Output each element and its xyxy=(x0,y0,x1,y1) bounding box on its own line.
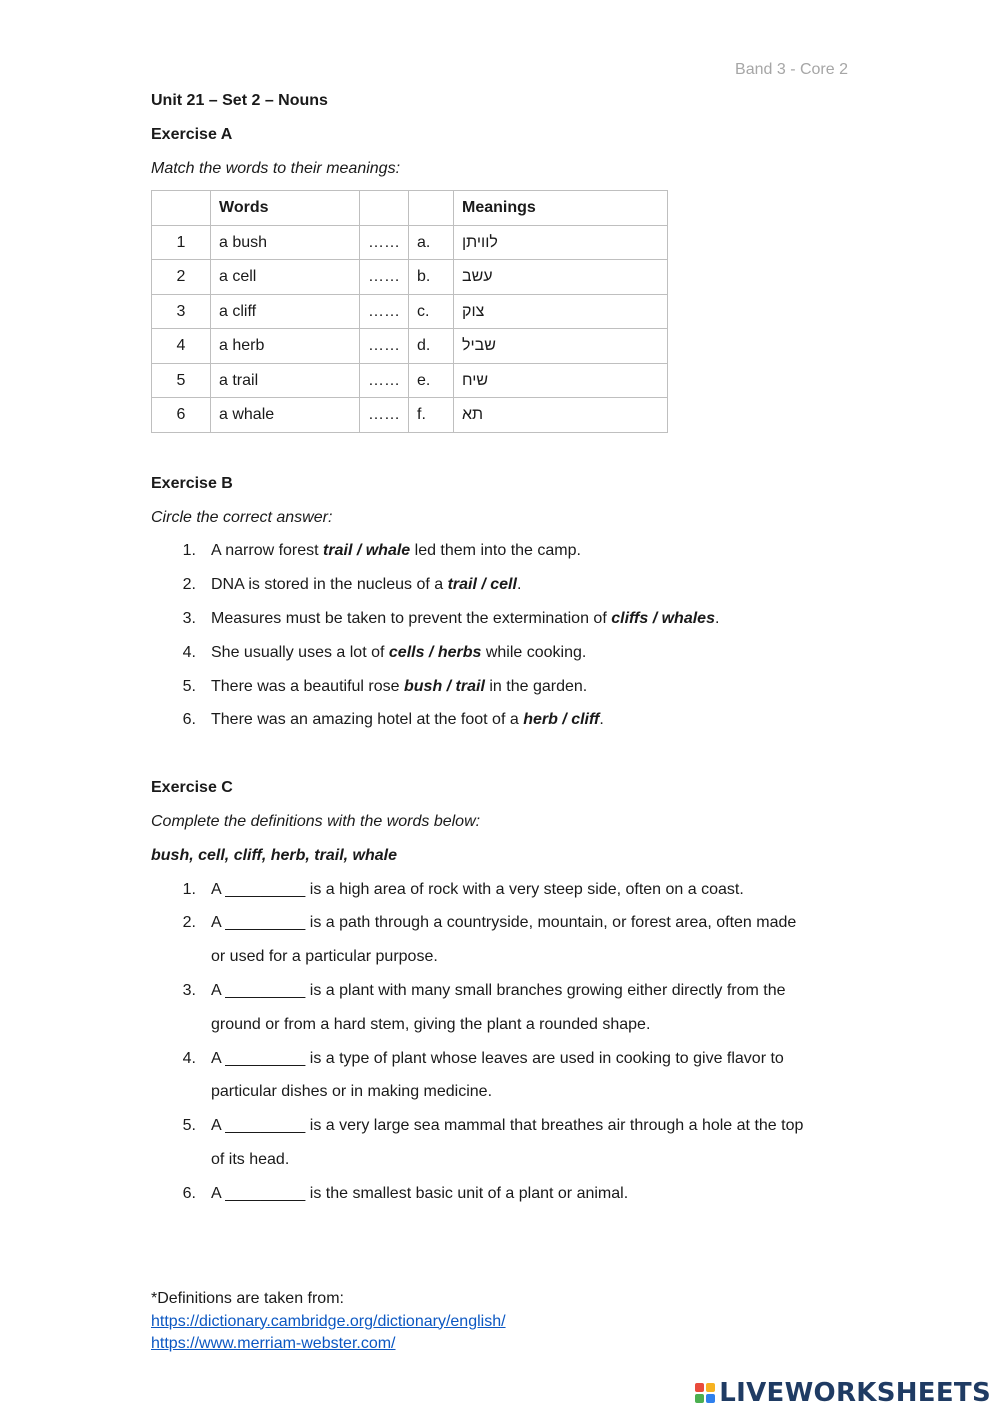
item-sentence xyxy=(211,534,841,568)
liveworksheets-logo-text: LIVEWORKSHEETS xyxy=(719,1378,991,1408)
meaning-cell xyxy=(454,363,668,398)
row-number: 3 xyxy=(152,294,211,329)
definition-line: A _________ is a type of plant whose leaves are used in cooking to give flavor to xyxy=(211,1049,784,1067)
meaning-letter: a. xyxy=(409,225,454,260)
footer-note: *Definitions are taken from: xyxy=(151,1290,344,1307)
word-bank: bush, cell, cliff, herb, trail, whale xyxy=(151,846,397,864)
sentence-before: DNA is stored in the nucleus of a xyxy=(211,576,448,594)
meaning-cell xyxy=(454,260,668,295)
word-cell: a whale xyxy=(211,398,360,433)
definition-line: A _________ is a high area of rock with a very steep side, often on a coast. xyxy=(211,880,744,898)
item-number: 3. xyxy=(182,982,196,1000)
definition-text xyxy=(211,906,841,974)
item-number: 5. xyxy=(182,1117,196,1135)
sentence-before: There was an amazing hotel at the foot of a xyxy=(211,711,524,729)
item-number: 4. xyxy=(182,643,196,661)
worksheet-content xyxy=(151,84,851,1211)
sentence-after: while cooking. xyxy=(481,643,587,661)
definition-line: A _________ is the smallest basic unit of a plant or animal. xyxy=(211,1184,629,1202)
sentence-before: Measures must be taken to prevent the extermination of xyxy=(211,610,612,628)
liveworksheets-logo xyxy=(695,1378,991,1408)
row-number: 6 xyxy=(152,398,211,433)
exercise-b-item xyxy=(151,703,851,737)
answer-options[interactable]: trail / cell xyxy=(447,576,517,594)
meaning-text: תא xyxy=(462,406,484,424)
header-meanings: Meanings xyxy=(454,191,668,226)
definition-text xyxy=(211,974,841,1042)
exercise-b-item xyxy=(151,568,851,602)
table-row xyxy=(152,398,668,433)
answer-blank[interactable]: …… xyxy=(360,398,409,433)
definition-text xyxy=(211,1109,841,1177)
definition-line: particular dishes or in making medicine. xyxy=(211,1083,493,1101)
exercise-c-item xyxy=(151,1109,851,1177)
item-number: 2. xyxy=(182,914,196,932)
answer-options[interactable]: trail / whale xyxy=(323,542,411,560)
table-row xyxy=(152,329,668,364)
table-row xyxy=(152,260,668,295)
meaning-text: שביל xyxy=(462,337,496,355)
meaning-letter: c. xyxy=(409,294,454,329)
cambridge-link[interactable]: https://dictionary.cambridge.org/dictionary/english/ xyxy=(151,1312,506,1330)
footer-sources xyxy=(151,1288,506,1356)
answer-blank[interactable]: …… xyxy=(360,260,409,295)
item-number: 6. xyxy=(182,1184,196,1202)
meaning-letter: d. xyxy=(409,329,454,364)
exercise-b-list xyxy=(151,534,851,737)
logo-square xyxy=(706,1394,715,1403)
answer-blank[interactable]: …… xyxy=(360,294,409,329)
header-words: Words xyxy=(211,191,360,226)
definition-line: of its head. xyxy=(211,1151,290,1169)
exercise-a-heading: Exercise A xyxy=(151,125,233,143)
item-sentence xyxy=(211,703,841,737)
exercise-c-heading: Exercise C xyxy=(151,779,233,797)
sentence-after: . xyxy=(599,711,604,729)
definition-text xyxy=(211,873,841,907)
item-number: 4. xyxy=(182,1049,196,1067)
table-row xyxy=(152,225,668,260)
word-cell: a cell xyxy=(211,260,360,295)
item-sentence xyxy=(211,670,841,704)
definition-text xyxy=(211,1042,841,1110)
answer-options[interactable]: bush / trail xyxy=(404,677,485,695)
exercise-b-item xyxy=(151,602,851,636)
logo-square xyxy=(695,1394,704,1403)
row-number: 5 xyxy=(152,363,211,398)
item-number: 1. xyxy=(182,880,196,898)
answer-blank[interactable]: …… xyxy=(360,329,409,364)
exercise-c-item xyxy=(151,906,851,974)
meaning-letter: b. xyxy=(409,260,454,295)
meaning-cell xyxy=(454,329,668,364)
header-num-cell xyxy=(152,191,211,226)
table-row xyxy=(152,294,668,329)
answer-options[interactable]: cells / herbs xyxy=(388,643,482,661)
merriam-webster-link[interactable]: https://www.merriam-webster.com/ xyxy=(151,1335,396,1352)
meaning-cell xyxy=(454,398,668,433)
word-cell: a trail xyxy=(211,363,360,398)
item-number: 1. xyxy=(182,542,196,560)
row-number: 1 xyxy=(152,225,211,260)
answer-options[interactable]: cliffs / whales xyxy=(611,610,715,628)
table-header-row xyxy=(152,191,668,226)
exercise-c-item xyxy=(151,974,851,1042)
item-number: 5. xyxy=(182,677,196,695)
definition-text xyxy=(211,1177,841,1211)
sentence-after: in the garden. xyxy=(484,677,588,695)
exercise-b-heading: Exercise B xyxy=(151,474,233,492)
logo-square xyxy=(695,1383,704,1392)
sentence-after: led them into the camp. xyxy=(410,542,581,560)
liveworksheets-logo-icon xyxy=(695,1383,715,1403)
meaning-text: עשב xyxy=(462,268,493,286)
item-number: 2. xyxy=(182,576,196,594)
word-cell: a bush xyxy=(211,225,360,260)
sentence-before: There was a beautiful rose xyxy=(211,677,404,695)
sentence-after: . xyxy=(516,576,522,594)
exercise-c-item xyxy=(151,1177,851,1211)
word-cell: a herb xyxy=(211,329,360,364)
item-number: 6. xyxy=(182,711,196,729)
exercise-c-list xyxy=(151,873,851,1211)
exercise-c-item xyxy=(151,873,851,907)
meaning-letter: e. xyxy=(409,363,454,398)
worksheet-title: Unit 21 – Set 2 – Nouns xyxy=(151,92,328,109)
answer-blank[interactable]: …… xyxy=(360,363,409,398)
sentence-before: A narrow forest xyxy=(211,542,324,560)
item-number: 3. xyxy=(182,610,196,628)
definition-line: ground or from a hard stem, giving the plant a rounded shape. xyxy=(211,1015,651,1033)
definition-line: A _________ is a plant with many small branches growing either directly from the xyxy=(211,982,786,1000)
row-number: 4 xyxy=(152,329,211,364)
logo-square xyxy=(706,1383,715,1392)
meaning-text: לוויתן xyxy=(462,233,498,251)
definition-line: or used for a particular purpose. xyxy=(211,948,438,966)
exercise-a-instruction: Match the words to their meanings: xyxy=(151,159,401,177)
definition-line: A _________ is a path through a countryside, mountain, or forest area, often made xyxy=(211,914,797,932)
answer-options[interactable]: herb / cliff xyxy=(523,711,600,729)
exercise-c-instruction: Complete the definitions with the words below: xyxy=(151,813,481,831)
exercise-c-item xyxy=(151,1042,851,1110)
meaning-letter: f. xyxy=(409,398,454,433)
exercise-b-item xyxy=(151,636,851,670)
page-header-band: Band 3 - Core 2 xyxy=(735,61,848,78)
header-letter-cell xyxy=(409,191,454,226)
exercise-b-instruction: Circle the correct answer: xyxy=(151,508,333,526)
definition-line: A _________ is a very large sea mammal that breathes air through a hole at the top xyxy=(211,1117,804,1135)
exercise-b-item xyxy=(151,534,851,568)
sentence-after: . xyxy=(714,610,720,628)
exercise-b-item xyxy=(151,670,851,704)
item-sentence xyxy=(211,568,841,602)
matching-table xyxy=(151,190,668,433)
meaning-cell xyxy=(454,294,668,329)
header-blank-cell xyxy=(360,191,409,226)
word-cell: a cliff xyxy=(211,294,360,329)
table-row xyxy=(152,363,668,398)
sentence-before: She usually uses a lot of xyxy=(211,643,389,661)
meaning-cell xyxy=(454,225,668,260)
meaning-text: צוק xyxy=(462,302,485,320)
row-number: 2 xyxy=(152,260,211,295)
answer-blank[interactable]: …… xyxy=(360,225,409,260)
item-sentence xyxy=(211,602,841,636)
meaning-text: שיח xyxy=(462,371,489,389)
item-sentence xyxy=(211,636,841,670)
